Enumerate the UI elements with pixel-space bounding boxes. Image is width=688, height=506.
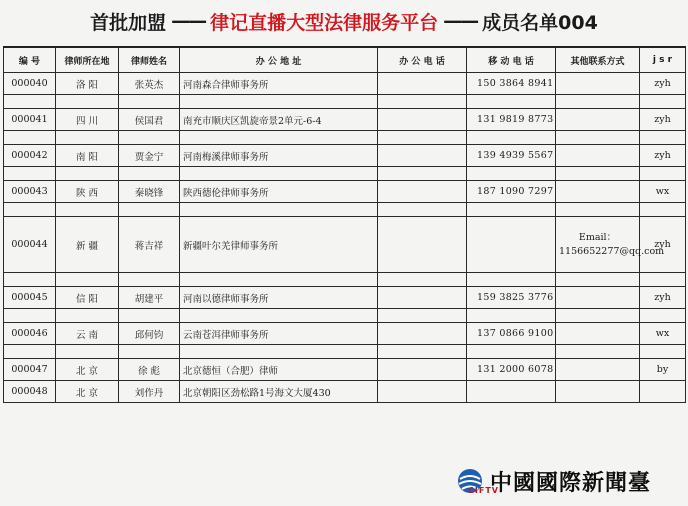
table-row (4, 145, 686, 167)
row-id: 000042 (4, 145, 56, 167)
table-row (4, 181, 686, 203)
title-prefix: 首批加盟 (90, 11, 167, 34)
row-address: 新疆叶尔羌律师事务所 (180, 217, 378, 273)
row-jsr: by (640, 359, 686, 381)
row-location: 南 阳 (56, 145, 119, 167)
title-dash-left: —— (171, 10, 206, 32)
watermark-logo (452, 456, 688, 506)
row-mobile (467, 381, 556, 403)
row-name: 胡建平 (119, 287, 180, 309)
header-mobile: 移 动 电 话 (467, 47, 556, 73)
row-address: 陕西德伦律师事务所 (180, 181, 378, 203)
row-name: 徐 彪 (119, 359, 180, 381)
header-jsr: j s r (640, 47, 686, 73)
row-address: 河南森合律师事务所 (180, 73, 378, 95)
row-name: 邱何钧 (119, 323, 180, 345)
row-address: 河南以德律师事务所 (180, 287, 378, 309)
row-other (556, 73, 640, 95)
row-mobile (467, 217, 556, 273)
table-row (4, 217, 686, 273)
row-jsr (640, 381, 686, 403)
spacer-row (4, 273, 686, 287)
row-office-phone (378, 181, 467, 203)
row-office-phone (378, 359, 467, 381)
table-row (4, 287, 686, 309)
row-jsr: zyh (640, 73, 686, 95)
spacer-row (4, 309, 686, 323)
row-mobile: 131 9819 8773 (467, 109, 556, 131)
row-other-email: Email：1156652277@qq.com (556, 217, 640, 273)
header-id: 编 号 (4, 47, 56, 73)
title-suffix: 成员名单004 (482, 11, 598, 34)
logo-text: 中國國際新聞臺 (490, 470, 652, 496)
row-id: 000046 (4, 323, 56, 345)
row-office-phone (378, 217, 467, 273)
row-jsr: zyh (640, 109, 686, 131)
table-row (4, 323, 686, 345)
member-table (3, 46, 686, 403)
document-title (0, 4, 688, 38)
row-jsr: zyh (640, 217, 686, 273)
spacer-row (4, 203, 686, 217)
row-mobile: 137 0866 9100 (467, 323, 556, 345)
row-location: 新 疆 (56, 217, 119, 273)
row-address: 北京德恒（合肥）律师 (180, 359, 378, 381)
row-id: 000044 (4, 217, 56, 273)
row-location: 四 川 (56, 109, 119, 131)
header-address: 办 公 地 址 (180, 47, 378, 73)
row-office-phone (378, 109, 467, 131)
header-location: 律师所在地 (56, 47, 119, 73)
row-jsr: wx (640, 323, 686, 345)
row-other (556, 381, 640, 403)
row-address: 北京朝阳区劲松路1号海文大厦430 (180, 381, 378, 403)
row-other (556, 323, 640, 345)
row-name: 刘作丹 (119, 381, 180, 403)
header-other-contact: 其他联系方式 (556, 47, 640, 73)
row-id: 000043 (4, 181, 56, 203)
row-jsr: zyh (640, 287, 686, 309)
row-location: 洛 阳 (56, 73, 119, 95)
row-name: 秦晓锋 (119, 181, 180, 203)
row-jsr: wx (640, 181, 686, 203)
spacer-row (4, 167, 686, 181)
row-jsr: zyh (640, 145, 686, 167)
row-address: 南充市顺庆区凯旋帝景2单元-6-4 (180, 109, 378, 131)
spacer-row (4, 95, 686, 109)
title-highlight: 律记直播大型法律服务平台 (210, 11, 439, 34)
row-mobile: 139 4939 5567 (467, 145, 556, 167)
row-other (556, 287, 640, 309)
spacer-row (4, 345, 686, 359)
row-id: 000040 (4, 73, 56, 95)
row-id: 000048 (4, 381, 56, 403)
row-mobile: 159 3825 3776 (467, 287, 556, 309)
row-mobile: 187 1090 7297 (467, 181, 556, 203)
table-row (4, 359, 686, 381)
table-header-row (4, 47, 686, 73)
row-office-phone (378, 145, 467, 167)
row-name: 张英杰 (119, 73, 180, 95)
row-address: 河南梅溪律师事务所 (180, 145, 378, 167)
row-id: 000047 (4, 359, 56, 381)
row-location: 陕 西 (56, 181, 119, 203)
row-office-phone (378, 73, 467, 95)
row-other (556, 359, 640, 381)
row-id: 000045 (4, 287, 56, 309)
row-office-phone (378, 323, 467, 345)
table-row (4, 109, 686, 131)
row-name: 蒋吉祥 (119, 217, 180, 273)
table-row (4, 73, 686, 95)
logo-sub-text: CIFTV (468, 486, 499, 495)
row-other (556, 181, 640, 203)
row-location: 信 阳 (56, 287, 119, 309)
row-other (556, 145, 640, 167)
row-office-phone (378, 287, 467, 309)
row-id: 000041 (4, 109, 56, 131)
row-location: 北 京 (56, 381, 119, 403)
row-address: 云南苍洱律师事务所 (180, 323, 378, 345)
header-name: 律师姓名 (119, 47, 180, 73)
row-location: 北 京 (56, 359, 119, 381)
row-other (556, 109, 640, 131)
row-name: 贾金宁 (119, 145, 180, 167)
title-dash-right: —— (443, 10, 478, 32)
row-mobile: 150 3864 8941 (467, 73, 556, 95)
row-location: 云 南 (56, 323, 119, 345)
table-row (4, 381, 686, 403)
row-mobile: 131 2000 6078 (467, 359, 556, 381)
spacer-row (4, 131, 686, 145)
header-office-phone: 办 公 电 话 (378, 47, 467, 73)
row-name: 侯国君 (119, 109, 180, 131)
row-office-phone (378, 381, 467, 403)
